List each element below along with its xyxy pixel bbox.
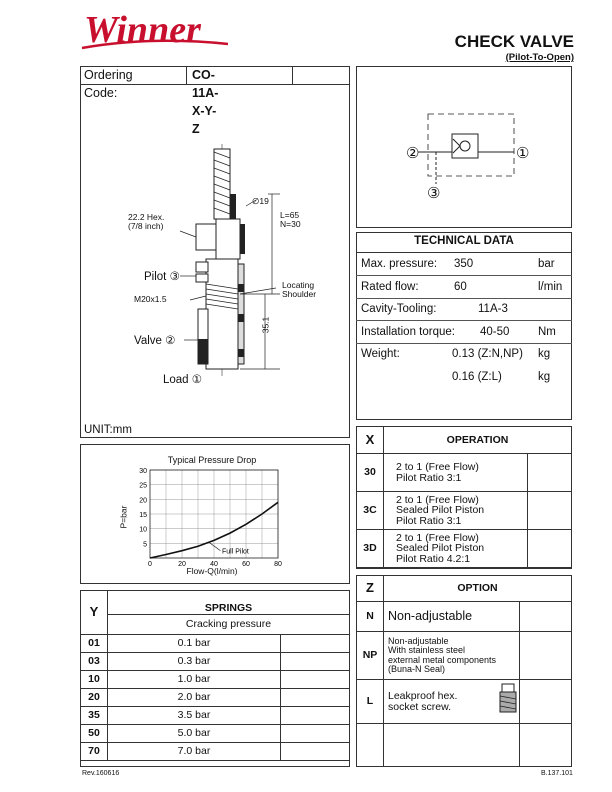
chart-x-tick: 80 bbox=[274, 561, 282, 568]
chart-y-tick: 10 bbox=[139, 526, 147, 534]
port-3-label: ③ bbox=[427, 185, 441, 202]
option-row bbox=[357, 602, 572, 632]
springs-col-y: Y bbox=[81, 591, 108, 635]
option-row bbox=[357, 632, 572, 680]
chart-y-tick: 15 bbox=[139, 512, 147, 519]
locating-label: Locating Shoulder bbox=[282, 280, 317, 299]
technical-data-value: 0.16 (Z:L) bbox=[452, 370, 502, 383]
option-line: socket screw. bbox=[388, 700, 452, 713]
technical-data-row bbox=[356, 321, 572, 344]
hex-label: 22.2 Hex. (7/8 inch) bbox=[128, 212, 165, 231]
chart-annotation: Full Pilot bbox=[222, 548, 249, 556]
spring-blank bbox=[281, 653, 350, 671]
unit-label: UNIT:mm bbox=[84, 424, 132, 436]
option-blank bbox=[520, 602, 572, 632]
technical-data-row bbox=[356, 276, 572, 299]
spring-pressure: 3.5 bar bbox=[108, 707, 281, 725]
length-label: L=65 N=30 bbox=[280, 210, 301, 229]
technical-data-unit: kg bbox=[538, 348, 551, 360]
spring-blank bbox=[281, 707, 350, 725]
spring-row bbox=[81, 725, 350, 743]
cartridge-drawing bbox=[80, 84, 350, 420]
spring-row bbox=[81, 689, 350, 707]
spring-code: 01 bbox=[81, 635, 108, 653]
diameter-label: ∅19 bbox=[252, 196, 269, 206]
technical-data-value: 350 bbox=[454, 258, 474, 270]
technical-data-value: 0.13 (Z:N,NP) bbox=[452, 348, 523, 360]
operation-code: 3C bbox=[357, 492, 384, 530]
dimension-label: 35.1 bbox=[260, 316, 271, 334]
chart-x-tick: 20 bbox=[178, 561, 186, 568]
chart-x-tick: 40 bbox=[210, 561, 218, 568]
technical-data-value: 11A-3 bbox=[478, 303, 508, 315]
technical-data-title: TECHNICAL DATA bbox=[414, 235, 514, 247]
spring-code: 50 bbox=[81, 725, 108, 743]
operation-line: 2 to 1 (Free Flow) bbox=[396, 531, 479, 544]
chart-x-tick: 0 bbox=[148, 561, 152, 568]
technical-data-unit: bar bbox=[538, 258, 555, 270]
option-title: OPTION bbox=[384, 576, 572, 602]
technical-data-label: Weight: bbox=[361, 348, 400, 360]
spring-code: 70 bbox=[81, 743, 108, 761]
spring-row bbox=[81, 653, 350, 671]
document-number: B.137.101 bbox=[541, 770, 573, 777]
spring-code: 03 bbox=[81, 653, 108, 671]
operation-line: 2 to 1 (Free Flow) bbox=[396, 493, 479, 506]
option-line: Non-adjustable bbox=[388, 635, 449, 646]
spring-pressure: 2.0 bar bbox=[108, 689, 281, 707]
technical-data-unit: Nm bbox=[538, 325, 556, 338]
thread-label: M20x1.5 bbox=[134, 294, 167, 304]
hydraulic-symbol bbox=[356, 66, 572, 228]
spring-code: 10 bbox=[81, 671, 108, 689]
chart-y-tick: 5 bbox=[143, 541, 147, 549]
operation-line: 2 to 1 (Free Flow) bbox=[396, 461, 479, 473]
pilot-label: Pilot ③ bbox=[144, 271, 180, 283]
chart-y-tick: 25 bbox=[139, 482, 147, 490]
operation-blank bbox=[528, 492, 572, 530]
technical-data-label: Max. pressure: bbox=[361, 258, 438, 270]
option-code: N bbox=[357, 602, 384, 632]
operation-description bbox=[384, 454, 528, 492]
valve-label: Valve ② bbox=[134, 335, 176, 347]
option-line: Non-adjustable bbox=[388, 609, 473, 624]
technical-data-row bbox=[356, 253, 572, 276]
spring-pressure: 5.0 bar bbox=[108, 725, 281, 743]
springs-subtitle: Cracking pressure bbox=[108, 615, 350, 635]
winner-logo bbox=[80, 6, 230, 54]
spring-row bbox=[81, 635, 350, 653]
operation-code: 30 bbox=[357, 454, 384, 492]
spring-row bbox=[81, 743, 350, 761]
spring-code: 35 bbox=[81, 707, 108, 725]
operation-line: Sealed Pilot Piston bbox=[396, 542, 485, 555]
operation-line: Pilot Ratio 3:1 bbox=[396, 471, 462, 484]
spring-blank bbox=[281, 671, 350, 689]
technical-data-row bbox=[356, 366, 572, 388]
page-title: CHECK VALVE bbox=[454, 32, 574, 51]
spring-blank bbox=[281, 725, 350, 743]
option-code: NP bbox=[357, 632, 384, 680]
technical-data-label: Cavity-Tooling: bbox=[361, 303, 437, 315]
option-line: external metal components bbox=[388, 654, 497, 665]
technical-data-label: Installation torque: bbox=[361, 325, 455, 338]
option-line: (Buna-N Seal) bbox=[388, 664, 446, 674]
technical-data-row bbox=[356, 298, 572, 321]
load-label: Load ① bbox=[163, 374, 203, 386]
technical-data-value: 40-50 bbox=[480, 325, 510, 338]
technical-data-unit: kg bbox=[538, 370, 551, 383]
technical-data-row bbox=[356, 343, 572, 365]
operation-blank bbox=[528, 530, 572, 568]
page-subtitle: (Pilot-To-Open) bbox=[505, 52, 574, 63]
option-line: With stainless steel bbox=[388, 645, 466, 655]
operation-code: 3D bbox=[357, 530, 384, 568]
operation-line: Pilot Ratio 4.2:1 bbox=[396, 552, 471, 565]
svg-text:Winner: Winner bbox=[84, 9, 201, 51]
spring-pressure: 0.1 bar bbox=[108, 635, 281, 653]
spring-blank bbox=[281, 743, 350, 761]
port-2-label: ② bbox=[406, 145, 420, 162]
option-blank bbox=[520, 680, 572, 724]
spring-row bbox=[81, 671, 350, 689]
option-description bbox=[384, 632, 520, 680]
operation-blank bbox=[528, 454, 572, 492]
chart-x-tick: 60 bbox=[242, 561, 250, 568]
spring-pressure: 1.0 bar bbox=[108, 671, 281, 689]
technical-data-unit: l/min bbox=[538, 280, 563, 293]
option-row-empty bbox=[357, 724, 572, 767]
chart-ylabel: P=bar bbox=[118, 505, 129, 529]
operation-table bbox=[356, 426, 572, 568]
spring-blank bbox=[281, 689, 350, 707]
option-col-z: Z bbox=[357, 576, 384, 602]
chart-annotation-leader bbox=[209, 542, 220, 550]
chart-y-tick: 30 bbox=[139, 468, 147, 475]
revision-label: Rev.160616 bbox=[82, 770, 120, 777]
option-table bbox=[356, 575, 572, 767]
spring-blank bbox=[281, 635, 350, 653]
chart-title: Typical Pressure Drop bbox=[167, 455, 257, 465]
option-code: L bbox=[357, 680, 384, 724]
springs-title: SPRINGS bbox=[108, 591, 350, 615]
operation-title: OPERATION bbox=[384, 427, 572, 454]
ordering-code-label: Ordering Code: bbox=[84, 68, 133, 100]
technical-data-label: Rated flow: bbox=[361, 280, 419, 293]
springs-table bbox=[80, 590, 350, 761]
chart-y-tick: 20 bbox=[139, 497, 147, 505]
operation-row bbox=[357, 530, 572, 568]
socket-screw-icon bbox=[496, 682, 522, 716]
ordering-code-value: CO-11A-X-Y-Z bbox=[192, 68, 219, 136]
option-description bbox=[384, 602, 520, 632]
spring-code: 20 bbox=[81, 689, 108, 707]
option-blank bbox=[520, 632, 572, 680]
operation-description bbox=[384, 492, 528, 530]
spring-row bbox=[81, 707, 350, 725]
operation-col-x: X bbox=[357, 427, 384, 454]
spring-pressure: 7.0 bar bbox=[108, 743, 281, 761]
port-1-label: ① bbox=[516, 145, 530, 162]
operation-description bbox=[384, 530, 528, 568]
operation-line: Pilot Ratio 3:1 bbox=[396, 514, 462, 527]
spring-pressure: 0.3 bar bbox=[108, 653, 281, 671]
option-row bbox=[357, 680, 572, 724]
operation-row bbox=[357, 492, 572, 530]
chart-xlabel: Flow-Q(l/min) bbox=[186, 566, 238, 576]
technical-data-value: 60 bbox=[454, 280, 467, 293]
operation-line: Sealed Pilot Piston bbox=[396, 504, 485, 517]
operation-row bbox=[357, 454, 572, 492]
option-line: Leakproof hex. bbox=[388, 690, 458, 702]
